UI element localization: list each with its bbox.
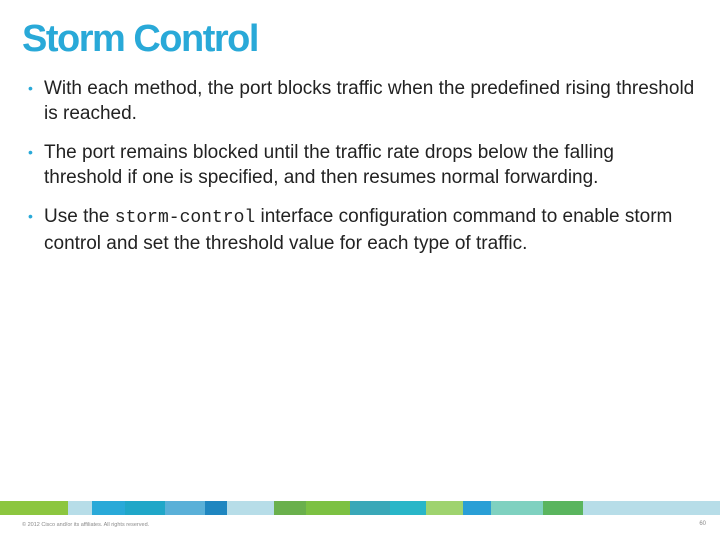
footer-bar-segment: [426, 501, 464, 515]
footer-bar-segment: [543, 501, 583, 515]
bullet-marker: •: [28, 208, 33, 224]
bullet-text: The port remains blocked until the traffic rate drops below the falling threshold if one is specified, and then resumes normal forwarding.: [44, 142, 614, 188]
footer-bar-segment: [68, 501, 92, 515]
footer-bar-segment: [165, 501, 205, 515]
footer-bar-segment: [491, 501, 543, 515]
footer-bar-segment: [92, 501, 126, 515]
footer-bar-segment: [306, 501, 350, 515]
footer-bar-segment: [205, 501, 227, 515]
bullet-text-pre: Use the: [44, 206, 115, 227]
bullet-text: With each method, the port blocks traffic when the predefined rising threshold is reached.: [44, 78, 695, 124]
footer-color-bar: [0, 501, 720, 515]
bullet-marker: •: [28, 144, 33, 160]
footer-bar-segment: [274, 501, 306, 515]
footer-bar-segment: [0, 501, 68, 515]
footer-bar-segment: [463, 501, 491, 515]
copyright-text: © 2012 Cisco and/or its affiliates. All rights reserved.: [22, 522, 150, 528]
footer-bar-segment: [583, 501, 720, 515]
slide-title: Storm Control: [22, 18, 258, 60]
footer-bar-segment: [125, 501, 165, 515]
footer-bar-segment: [390, 501, 426, 515]
bullet-list: [26, 76, 696, 270]
bullet-marker: •: [28, 80, 33, 96]
footer-bar-segment: [350, 501, 390, 515]
page-number: 60: [699, 521, 706, 527]
bullet-item: [26, 140, 696, 190]
bullet-text-post: interface configuration command to enable storm control and set the threshold value for each type of traffic.: [44, 206, 673, 254]
command-code: storm-control: [114, 208, 256, 228]
bullet-item: [26, 76, 696, 126]
bullet-item: [26, 204, 696, 256]
footer-bar-segment: [227, 501, 275, 515]
